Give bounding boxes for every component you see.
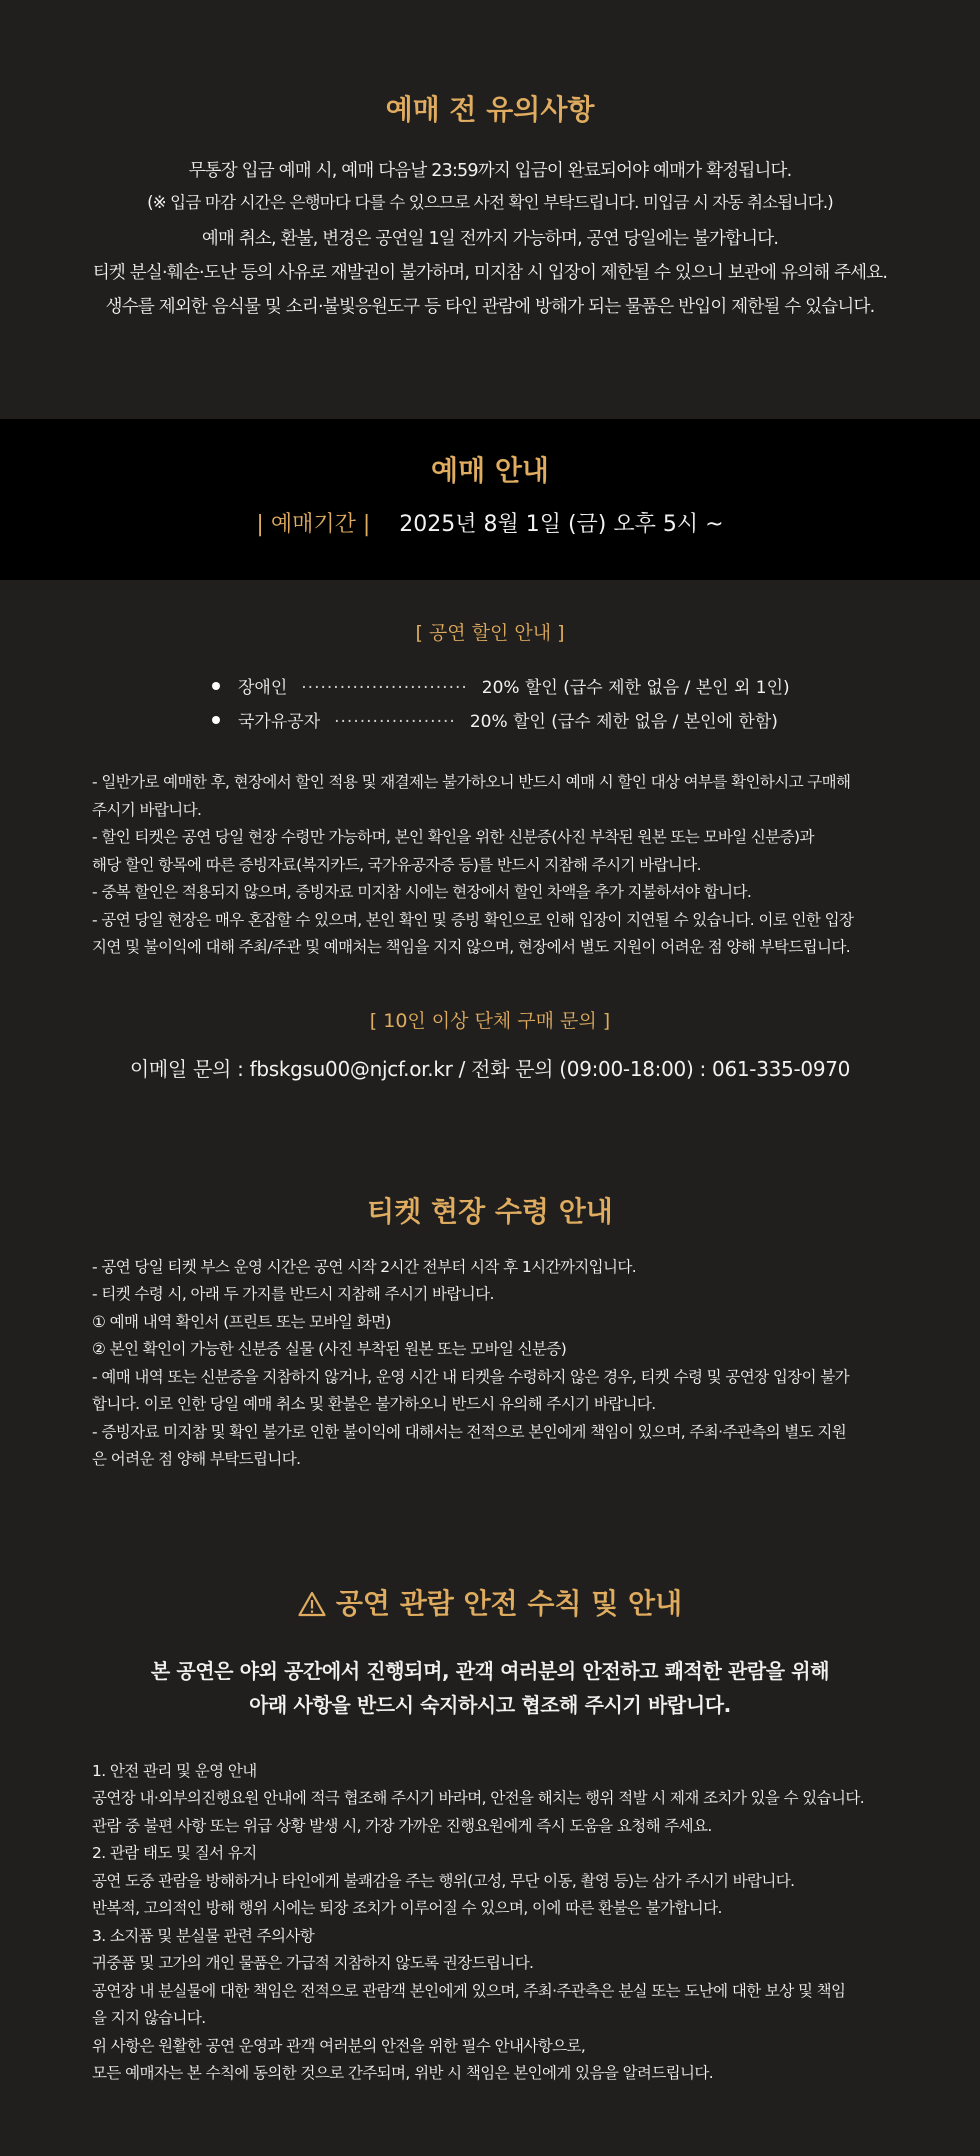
booking-period-value: 2025년 8월 1일 (금) 오후 5시 ~	[399, 512, 724, 537]
safety-title: 공연 관람 안전 수칙 및 안내	[335, 1586, 683, 1620]
safety-note: 관람 중 불편 사항 또는 위급 상황 발생 시, 가장 가까운 진행요원에게 즉시 도움을 요청해 주세요.	[92, 1816, 712, 1835]
safety-lead-line: 아래 사항을 반드시 숙지하시고 협조해 주시기 바랍니다.	[249, 1692, 731, 1717]
discount-leader-dots: ··························	[301, 678, 468, 698]
pre-notice-line: 예매 취소, 환불, 변경은 공연일 1일 전까지 가능하며, 공연 당일에는 불가합니다.	[201, 229, 779, 249]
list-item	[212, 671, 980, 705]
discount-note: - 공연 당일 현장은 매우 혼잡할 수 있으며, 본인 확인 및 증빙 확인으로 인해 입장이 지연될 수 있습니다. 이로 인한 입장	[92, 910, 854, 929]
safety-note: 공연 도중 관람을 방해하거나 타인에게 불쾌감을 주는 행위(고성, 무단 이동, 촬영 등)는 삼가 주시기 바랍니다.	[92, 1871, 795, 1890]
safety-note: 공연장 내·외부의진행요원 안내에 적극 협조해 주시기 바라며, 안전을 해치는 행위 적발 시 제재 조치가 있을 수 있습니다.	[92, 1789, 865, 1807]
booking-section	[0, 419, 980, 580]
pre-notice-title: 예매 전 유의사항	[385, 93, 595, 126]
safety-note: 3. 소지품 및 분실물 관련 주의사항	[92, 1926, 315, 1945]
discount-title: [ 공연 할인 안내 ]	[415, 622, 565, 644]
safety-note: 위 사항은 원활한 공연 운영과 관객 여러분의 안전을 위한 필수 안내사항으로,	[92, 2036, 586, 2055]
discount-note: - 일반가로 예매한 후, 현장에서 할인 적용 및 재결제는 불가하오니 반드시 예매 시 할인 대상 여부를 확인하시고 구매해	[92, 773, 851, 791]
discount-note: 주시기 바랍니다.	[92, 800, 202, 819]
safety-note: 1. 안전 관리 및 운영 안내	[92, 1761, 257, 1780]
pickup-notes	[0, 1254, 980, 1474]
pre-notice-line: 티켓 분실·훼손·도난 등의 사유로 재발권이 불가하며, 미지참 시 입장이 제한될 수 있으니 보관에 유의해 주세요.	[92, 263, 888, 283]
discount-notes	[0, 769, 980, 962]
pickup-title: 티켓 현장 수령 안내	[367, 1194, 613, 1228]
booking-period-label: | 예매기간 |	[256, 512, 371, 537]
booking-period	[0, 507, 980, 538]
safety-heading	[0, 1582, 980, 1624]
pre-notice-section	[0, 0, 980, 419]
pickup-note: 합니다. 이로 인한 당일 예매 취소 및 환불은 불가하오니 반드시 유의해 주시기 바랍니다.	[92, 1395, 656, 1413]
discount-note: - 할인 티켓은 공연 당일 현장 수령만 가능하며, 본인 확인을 위한 신분증(사진 부착된 원본 또는 모바일 신분증)과	[92, 828, 814, 846]
pickup-note: - 예매 내역 또는 신분증을 지참하지 않거나, 운영 시간 내 티켓을 수령하지 않은 경우, 티켓 수령 및 공연장 입장이 불가	[92, 1367, 850, 1386]
discount-note: 지연 및 불이익에 대해 주최/주관 및 예매처는 책임을 지지 않으며, 현장에서 별도 지원이 어려운 점 양해 부탁드립니다.	[92, 938, 851, 956]
safety-note: 반복적, 고의적인 방해 행위 시에는 퇴장 조치가 이루어질 수 있으며, 이에 따른 환불은 불가합니다.	[92, 1899, 722, 1917]
pickup-note: - 증빙자료 미지참 및 확인 불가로 인한 불이익에 대해서는 전적으로 본인에게 책임이 있으며, 주최·주관측의 별도 지원	[92, 1422, 847, 1441]
pre-notice-line: 무통장 입금 예매 시, 예매 다음날 23:59까지 입금이 완료되어야 예매가 확정됩니다.	[188, 161, 792, 181]
discount-value: 20% 할인 (급수 제한 없음 / 본인 외 1인)	[481, 678, 790, 698]
pickup-note: - 티켓 수령 시, 아래 두 가지를 반드시 지참해 주시기 바랍니다.	[92, 1285, 494, 1303]
safety-note: 모든 예매자는 본 수칙에 동의한 것으로 간주되며, 위반 시 책임은 본인에게 있음을 알려드립니다.	[92, 2064, 714, 2082]
safety-lead	[0, 1654, 980, 1722]
safety-note: 2. 관람 태도 및 질서 유지	[92, 1844, 257, 1862]
discount-value: 20% 할인 (급수 제한 없음 / 본인에 한함)	[469, 712, 778, 732]
pickup-note: ② 본인 확인이 가능한 신분증 실물 (사진 부착된 원본 또는 모바일 신분증)	[92, 1340, 567, 1358]
discount-name: 국가유공자	[238, 712, 321, 732]
pickup-note: ① 예매 내역 확인서 (프린트 또는 모바일 화면)	[92, 1312, 391, 1331]
safety-lead-line: 본 공연은 야외 공간에서 진행되며, 관객 여러분의 안전하고 쾌적한 관람을 위해	[150, 1658, 830, 1683]
discount-leader-dots: ···················	[334, 712, 456, 732]
safety-note: 귀중품 및 고가의 개인 물품은 가급적 지참하지 않도록 권장드립니다.	[92, 1954, 534, 1972]
warning-icon	[298, 1591, 326, 1624]
discount-note: 해당 할인 항목에 따른 증빙자료(복지카드, 국가유공자증 등)를 반드시 지참해 주시기 바랍니다.	[92, 855, 701, 874]
list-item	[212, 705, 980, 739]
pre-notice-line: (※ 입금 마감 시간은 은행마다 다를 수 있으므로 사전 확인 부탁드립니다. 미입금 시 자동 취소됩니다.)	[147, 193, 833, 212]
bullet-icon	[212, 716, 220, 724]
safety-note: 을 지지 않습니다.	[92, 2009, 206, 2027]
safety-notes	[0, 1758, 980, 2088]
pickup-note: - 공연 당일 티켓 부스 운영 시간은 공연 시작 2시간 전부터 시작 후 1시간까지입니다.	[92, 1257, 637, 1276]
pickup-note: 은 어려운 점 양해 부탁드립니다.	[92, 1450, 301, 1468]
group-contact: 이메일 문의 : fbskgsu00@njcf.or.kr / 전화 문의 (09:00-18:00) : 061-335-0970	[129, 1056, 851, 1081]
discount-note: - 중복 할인은 적용되지 않으며, 증빙자료 미지참 시에는 현장에서 할인 차액을 추가 지불하셔야 합니다.	[92, 883, 752, 901]
group-purchase-title: [ 10인 이상 단체 구매 문의 ]	[369, 1009, 611, 1032]
discount-list	[0, 671, 980, 739]
pickup-section	[0, 1082, 980, 1474]
safety-section	[0, 1474, 980, 2088]
bullet-icon	[212, 682, 220, 690]
pre-notice-line: 생수를 제외한 음식물 및 소리·불빛응원도구 등 타인 관람에 방해가 되는 물품은 반입이 제한될 수 있습니다.	[105, 297, 875, 317]
discount-name: 장애인	[238, 678, 288, 698]
booking-title: 예매 안내	[431, 454, 549, 487]
discount-section	[0, 580, 980, 1082]
safety-note: 공연장 내 분실물에 대한 책임은 전적으로 관람객 본인에게 있으며, 주최·주관측은 분실 또는 도난에 대한 보상 및 책임	[92, 1981, 846, 2000]
